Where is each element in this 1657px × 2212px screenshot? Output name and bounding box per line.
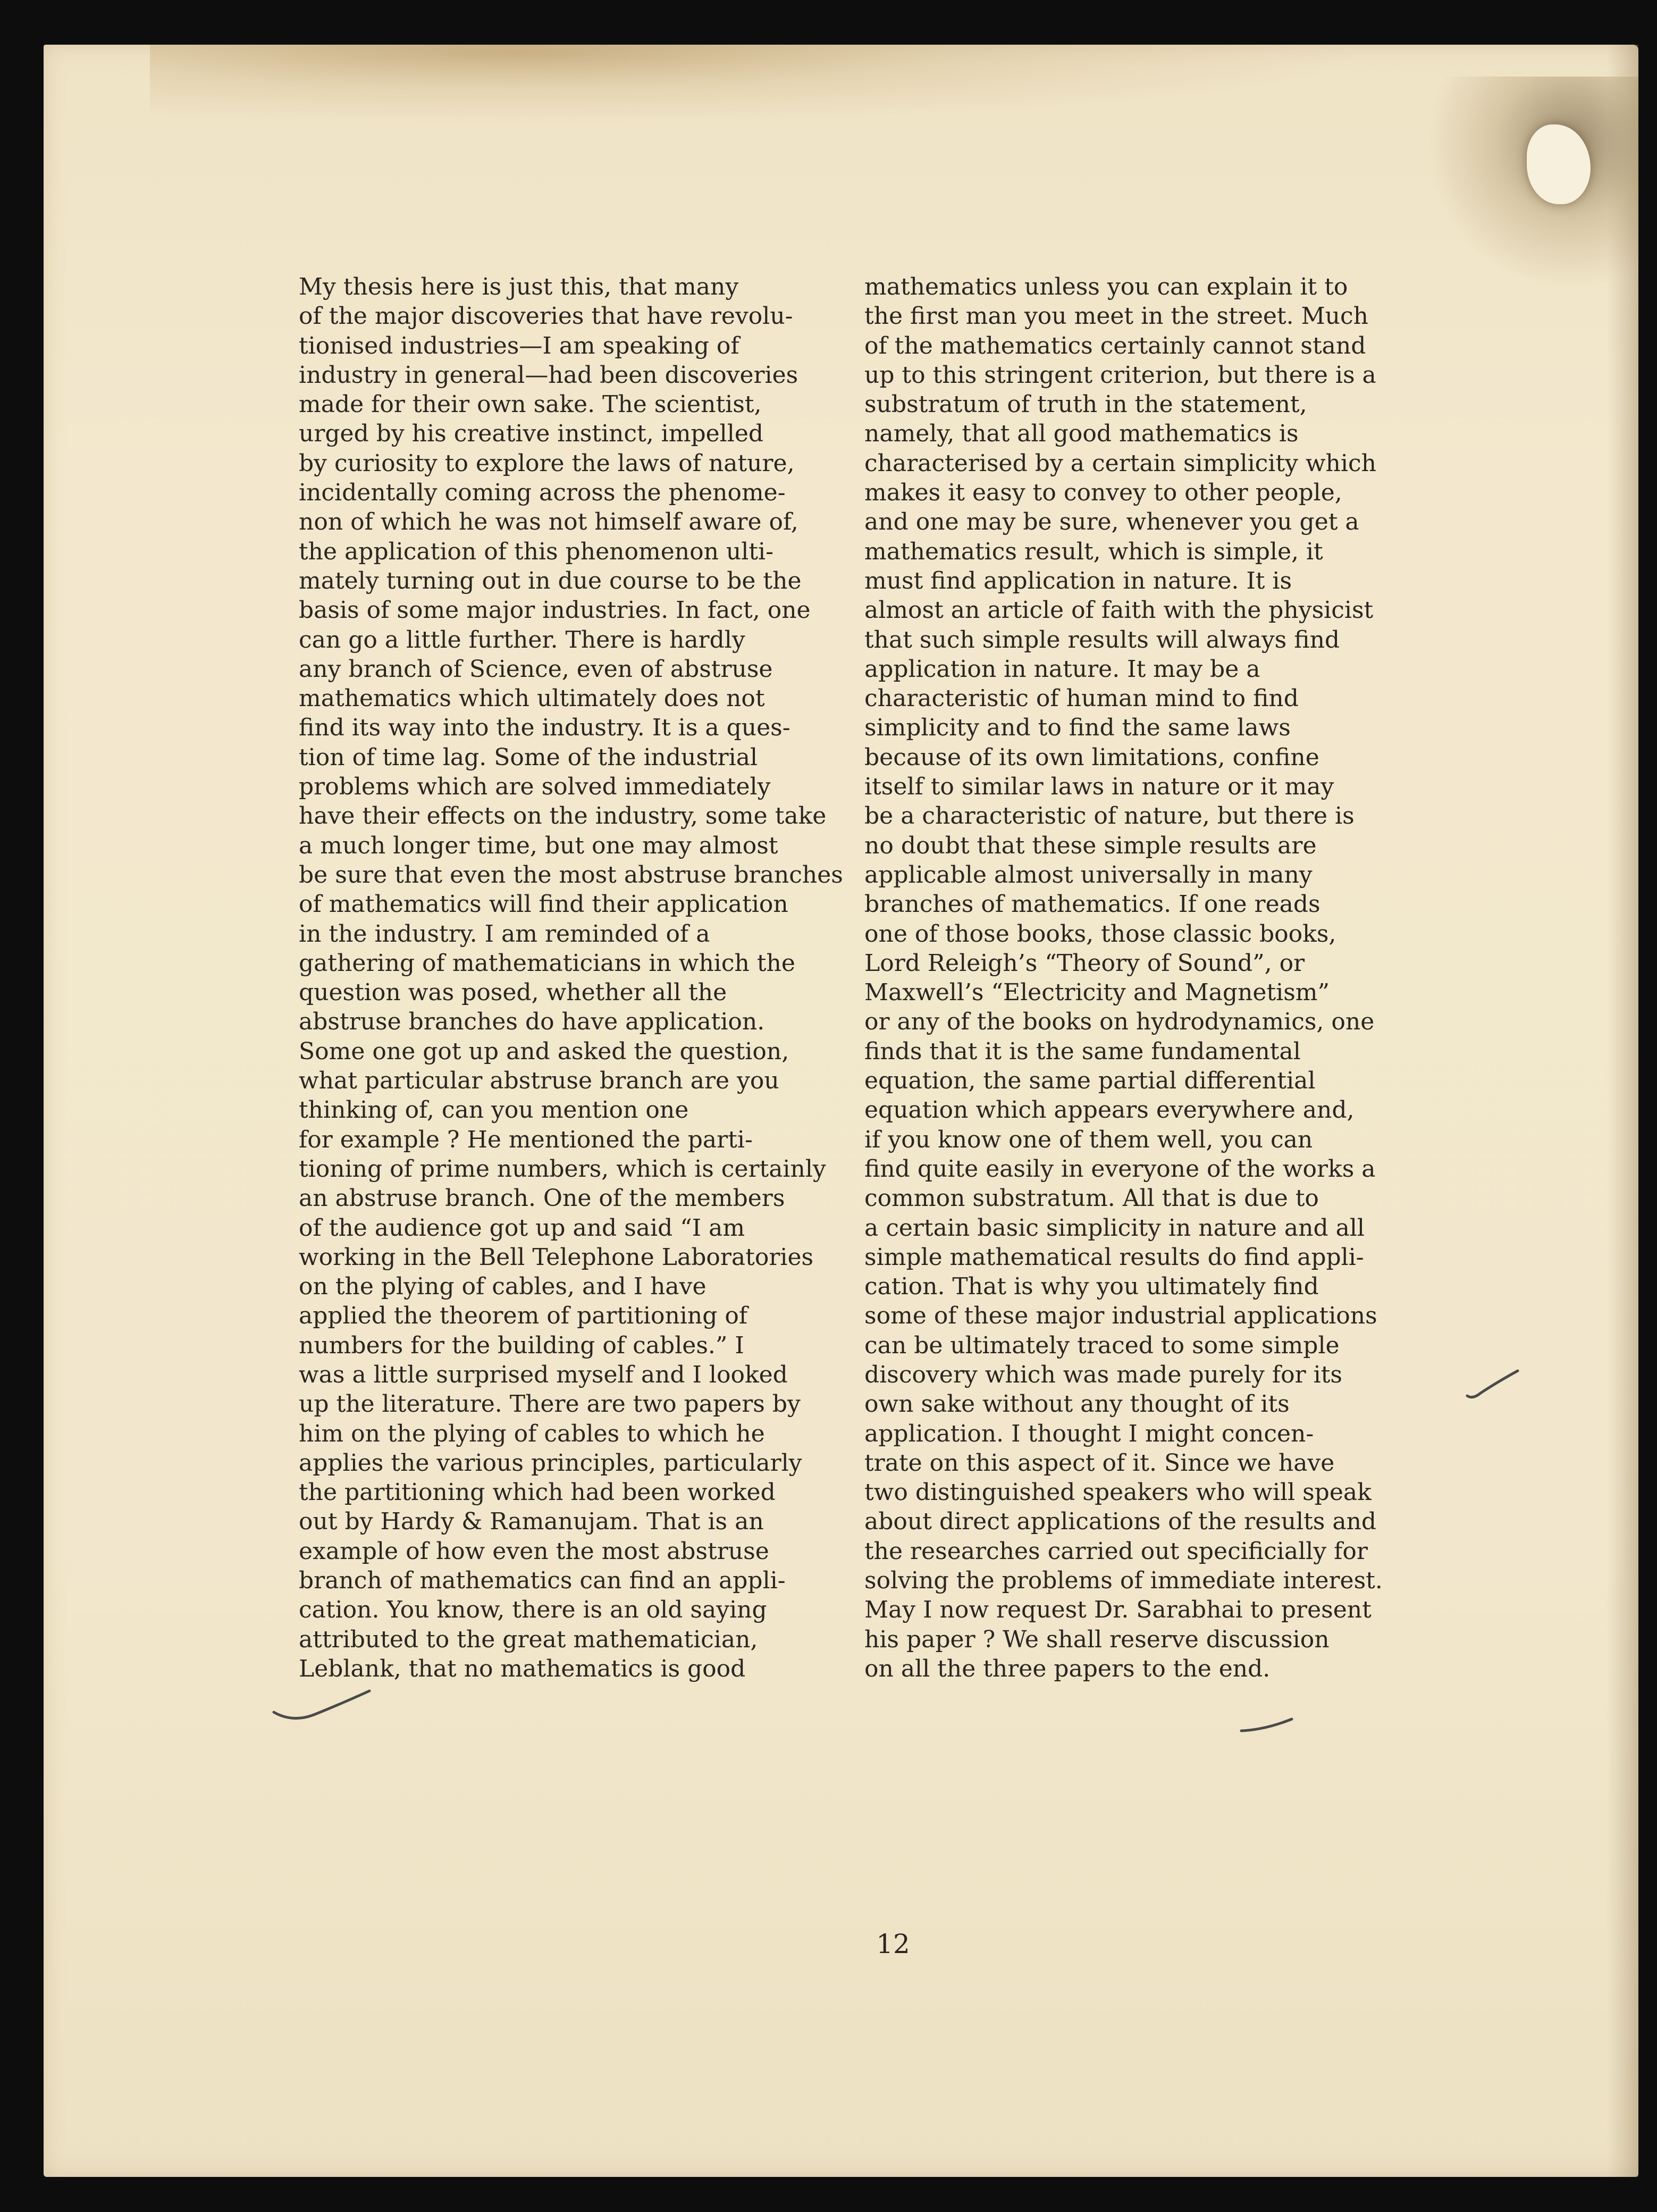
water-stain-top — [150, 45, 1373, 124]
left-column — [299, 272, 852, 1683]
page-edge-shadow — [1606, 45, 1638, 2177]
right-column — [864, 272, 1417, 1683]
page-number: 12 — [876, 1929, 910, 1959]
left-column-text: My thesis here is just this, that many of the major discoveries that have revolu- tionised industries—I am speaking of industry in general—had been discoveries made for their own sake. The scientist, urged by his creative instinct, impelled by curiosity to explore the laws of nature, incidentally coming across the phenome- non of which he was not himself aware of, the application of this phenomenon ulti- mately turning out in due course to be the basis of some major industries. In fact, one can go a little further. There is hardly any branch of Science, even of abstruse mathematics which ultimately does not find its way into the industry. It is a ques- tion of time lag. Some of the industrial problems which are solved immediately have their effects on the industry, some take a much longer time, but one may almost be sure that even the most abstruse branches of mathematics will find their application in the industry. I am reminded of a gathering of mathematicians in which the question was posed, whether all the abstruse branches do have application. Some one got up and asked the question, what particular abstruse branch are you thinking of, can you mention one for example ? He mentioned the parti- tioning of prime numbers, which is certainly an abstruse branch. One of the members of the audience got up and said “I am working in the Bell Telephone Laboratories on the plying of cables, and I have applied the theorem of partitioning of numbers for the building of cables.” I was a little surprised myself and I looked up the literature. There are two papers by him on the plying of cables to which he applies the various principles, particularly the partitioning which had been worked out by Hardy & Ramanujam. That is an example of how even the most abstruse branch of mathematics can find an appli- cation. You know, there is an old saying attributed to the great mathematician, Leblank, that no mathematics is good — [299, 273, 843, 1682]
right-column-text: mathematics unless you can explain it to the first man you meet in the street. Much of the mathematics certainly cannot stand up to this stringent criterion, but there is a substratum of truth in the statement, namely, that all good mathematics is characterised by a certain simplicity which makes it easy to convey to other people, and one may be sure, whenever you get a mathematics result, which is simple, it must find application in nature. It is almost an article of faith with the physicist that such simple results will always find application in nature. It may be a characteristic of human mind to find simplicity and to find the same laws because of its own limitations, confine itself to similar laws in nature or it may be a characteristic of nature, but there is no doubt that these simple results are applicable almost universally in many branches of mathematics. If one reads one of those books, those classic books, Lord Releigh’s “Theory of Sound”, or Maxwell’s “Electricity and Magnetism” or any of the books on hydrodynamics, one finds that it is the same fundamental equation, the same partial differential equation which appears everywhere and, if you know one of them well, you can find quite easily in everyone of the works a common substratum. All that is due to a certain basic simplicity in nature and all simple mathematical results do find appli- cation. That is why you ultimately find some of these major industrial applications can be ultimately traced to some simple discovery which was made purely for its own sake without any thought of its application. I thought I might concen- trate on this aspect of it. Since we have two distinguished speakers who will speak about direct applications of the results and the researches carried out specificially for solving the problems of immediate interest. May I now request Dr. Sarabhai to present his paper ? We shall reserve discussion on all the three papers to the end. — [864, 273, 1383, 1682]
water-stain-corner — [1415, 77, 1638, 300]
